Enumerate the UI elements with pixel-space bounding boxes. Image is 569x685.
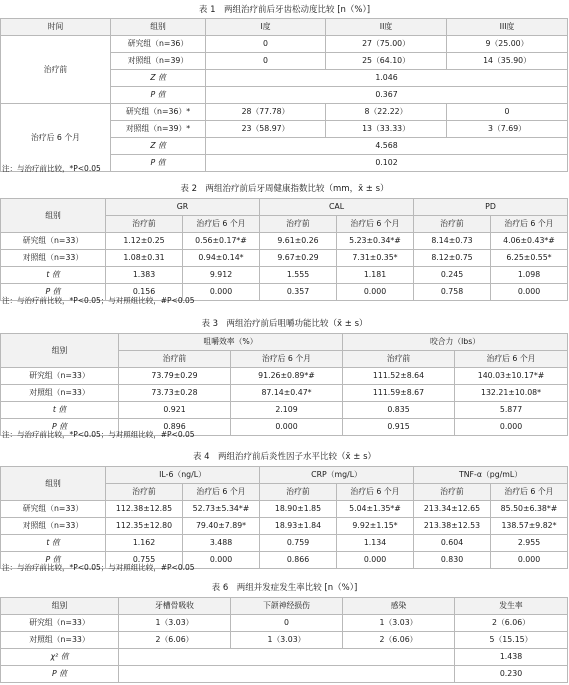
t3-cell: 2.109 [231,402,343,419]
t4-cell: 0.000 [183,552,260,569]
t1-stat-label: P 值 [111,87,206,104]
t4-cell: 0.000 [337,552,414,569]
table-row [1,104,568,121]
table1-note: 注：与治疗前比较，*P<0.05 [2,164,101,173]
t6-cell: 1（3.03） [119,615,231,632]
table3-note: 注：与治疗前比较，*P<0.05；与对照组比较，#P<0.05 [2,430,195,439]
table6-header-row [1,598,568,615]
t6-cell: 1（3.03） [231,632,343,649]
t6-cell: 2（6.06） [455,615,568,632]
t4-row-label: t 值 [1,535,106,552]
t2-row-label: t 值 [1,267,106,284]
t1-group: 对照组（n=39） [111,53,206,70]
t1-stat-value: 4.568 [206,138,568,155]
t2-row-label: 对照组（n=33） [1,250,106,267]
t2-cell: 8.14±0.73 [414,233,491,250]
t1-header-grade1: I度 [206,19,326,36]
t1-cell: 25（64.10） [326,53,447,70]
t4-cell: 2.955 [491,535,568,552]
t1-cell: 28（77.78） [206,104,326,121]
t6-row-label: χ² 值 [1,649,119,666]
t3-header-bite-force: 咬合力（lbs） [343,334,568,351]
t3-cell: 0.835 [343,402,455,419]
t4-cell: 0.866 [260,552,337,569]
table2 [0,198,568,301]
t6-header-nerve: 下颌神经损伤 [231,598,343,615]
t4-cell: 0.830 [414,552,491,569]
t1-cell: 23（58.97） [206,121,326,138]
t2-cell: 1.383 [106,267,183,284]
table-row [1,518,568,535]
t4-cell: 79.40±7.89* [183,518,260,535]
t6-empty [119,666,455,683]
t1-cell: 0 [447,104,568,121]
t1-cell: 8（22.22） [326,104,447,121]
table2-note: 注：与治疗前比较，*P<0.05；与对照组比较，#P<0.05 [2,296,195,305]
table-row [1,535,568,552]
t2-sub-before: 治疗前 [414,216,491,233]
t6-cell: 2（6.06） [343,632,455,649]
t3-cell: 91.26±0.89*# [231,368,343,385]
t1-group: 对照组（n=39）* [111,121,206,138]
table-row [1,368,568,385]
table-row [1,615,568,632]
table1-header-row [1,19,568,36]
t6-stat-value: 0.230 [455,666,568,683]
table1 [0,18,568,172]
t3-cell: 87.14±0.47* [231,385,343,402]
t2-row-label: P 值 [1,284,106,301]
t2-cell: 7.31±0.35* [337,250,414,267]
t6-cell: 2（6.06） [119,632,231,649]
t3-sub-after: 治疗后 6 个月 [231,351,343,368]
t2-header-group: 组别 [1,199,106,233]
t3-sub-before: 治疗前 [343,351,455,368]
t4-cell: 112.35±12.80 [106,518,183,535]
t6-cell: 5（15.15） [455,632,568,649]
t2-cell: 9.67±0.29 [260,250,337,267]
t4-cell: 0.604 [414,535,491,552]
t4-header-tnf: TNF-α（pg/mL） [414,467,568,484]
table6 [0,597,568,683]
t4-cell: 0.759 [260,535,337,552]
t4-sub-after: 治疗后 6 个月 [183,484,260,501]
t4-header-crp: CRP（mg/L） [260,467,414,484]
t4-cell: 85.50±6.38*# [491,501,568,518]
t6-row-label: 研究组（n=33） [1,615,119,632]
t2-cell: 1.555 [260,267,337,284]
t2-cell: 9.912 [183,267,260,284]
table-row [1,267,568,284]
t4-header-il6: IL-6（ng/L） [106,467,260,484]
t6-empty [119,649,455,666]
t4-cell: 3.488 [183,535,260,552]
table-row [1,250,568,267]
t4-cell: 213.34±12.65 [414,501,491,518]
t1-stat-value: 0.102 [206,155,568,172]
t4-cell: 5.04±1.35*# [337,501,414,518]
t1-stat-value: 0.367 [206,87,568,104]
t1-group: 研究组（n=36） [111,36,206,53]
t4-sub-before: 治疗前 [106,484,183,501]
t2-sub-after: 治疗后 6 个月 [183,216,260,233]
t3-sub-before: 治疗前 [119,351,231,368]
t1-cell: 3（7.69） [447,121,568,138]
table1-caption: 表 1 两组治疗前后牙齿松动度比较 [n（%）] [198,5,371,15]
t4-sub-after: 治疗后 6 个月 [337,484,414,501]
t6-header-bone: 牙槽骨吸收 [119,598,231,615]
t2-cell: 1.098 [491,267,568,284]
t3-cell: 111.52±8.64 [343,368,455,385]
t2-header-pd: PD [414,199,568,216]
t2-header-cal: CAL [260,199,414,216]
t4-sub-before: 治疗前 [414,484,491,501]
t4-cell: 213.38±12.53 [414,518,491,535]
t1-stat-label: Z 值 [111,138,206,155]
t4-cell: 1.162 [106,535,183,552]
t6-header-infection: 感染 [343,598,455,615]
t2-sub-before: 治疗前 [260,216,337,233]
table-row [1,666,568,683]
t3-cell: 111.59±8.67 [343,385,455,402]
t1-header-grade3: III度 [447,19,568,36]
t2-sub-before: 治疗前 [106,216,183,233]
t3-cell: 73.73±0.28 [119,385,231,402]
t4-cell: 0.000 [491,552,568,569]
t1-header-grade2: II度 [326,19,447,36]
t1-header-group: 组别 [111,19,206,36]
t2-cell: 0.245 [414,267,491,284]
t1-cell: 0 [206,53,326,70]
table-row [1,649,568,666]
t2-cell: 0.000 [183,284,260,301]
t1-time-before: 治疗前 [1,36,111,104]
table3-caption: 表 3 两组治疗前后咀嚼功能比较（x̄ ± s） [201,319,368,329]
t6-row-label: 对照组（n=33） [1,632,119,649]
table4-note: 注：与治疗前比较，*P<0.05；与对照组比较，#P<0.05 [2,563,195,572]
table-row [1,36,568,53]
t2-cell: 5.23±0.34*# [337,233,414,250]
t2-row-label: 研究组（n=33） [1,233,106,250]
t3-header-efficiency: 咀嚼效率（%） [119,334,343,351]
table4-header-row [1,467,568,484]
t4-row-label: 对照组（n=33） [1,518,106,535]
t1-group: 研究组（n=36）* [111,104,206,121]
t2-cell: 1.08±0.31 [106,250,183,267]
table-row [1,501,568,518]
t1-stat-label: P 值 [111,155,206,172]
t6-header-group: 组别 [1,598,119,615]
table-row [1,233,568,250]
t1-cell: 14（35.90） [447,53,568,70]
table-row [1,632,568,649]
t2-cell: 9.61±0.26 [260,233,337,250]
table4 [0,466,568,569]
t2-sub-after: 治疗后 6 个月 [337,216,414,233]
t3-row-label: t 值 [1,402,119,419]
t1-cell: 13（33.33） [326,121,447,138]
table3 [0,333,568,436]
table6-caption: 表 6 两组并发症发生率比较 [n（%）] [211,583,358,593]
t3-cell: 140.03±10.17*# [455,368,568,385]
t4-cell: 18.93±1.84 [260,518,337,535]
table-row [1,402,568,419]
t2-cell: 0.156 [106,284,183,301]
t4-row-label: 研究组（n=33） [1,501,106,518]
t2-cell: 0.000 [337,284,414,301]
t1-header-time: 时间 [1,19,111,36]
t4-cell: 138.57±9.82* [491,518,568,535]
t3-cell: 132.21±10.08* [455,385,568,402]
t6-cell: 1（3.03） [343,615,455,632]
table2-header-row [1,199,568,216]
t2-cell: 6.25±0.55* [491,250,568,267]
table4-caption: 表 4 两组治疗前后炎性因子水平比较（x̄ ± s） [192,452,377,462]
t1-cell: 0 [206,36,326,53]
t4-cell: 52.73±5.34*# [183,501,260,518]
t2-header-gr: GR [106,199,260,216]
t4-cell: 0.755 [106,552,183,569]
t2-cell: 0.000 [491,284,568,301]
t6-cell: 0 [231,615,343,632]
t1-stat-value: 1.046 [206,70,568,87]
t6-header-rate: 发生率 [455,598,568,615]
t4-cell: 1.134 [337,535,414,552]
t4-cell: 112.38±12.85 [106,501,183,518]
t3-cell: 0.000 [231,419,343,436]
t6-row-label: P 值 [1,666,119,683]
t1-time-after: 治疗后 6 个月 [1,104,111,172]
t2-cell: 1.12±0.25 [106,233,183,250]
t2-cell: 0.94±0.14* [183,250,260,267]
t3-cell: 5.877 [455,402,568,419]
table-row [1,385,568,402]
t2-cell: 0.56±0.17*# [183,233,260,250]
t1-stat-label: Z 值 [111,70,206,87]
t2-sub-after: 治疗后 6 个月 [491,216,568,233]
t3-cell: 0.896 [119,419,231,436]
t4-row-label: P 值 [1,552,106,569]
t6-stat-value: 1.438 [455,649,568,666]
table2-caption: 表 2 两组治疗前后牙周健康指数比较（mm，x̄ ± s） [180,184,389,194]
t2-cell: 0.357 [260,284,337,301]
t2-cell: 8.12±0.75 [414,250,491,267]
t3-row-label: 研究组（n=33） [1,368,119,385]
t3-cell: 0.921 [119,402,231,419]
t4-sub-before: 治疗前 [260,484,337,501]
t4-cell: 9.92±1.15* [337,518,414,535]
t4-header-group: 组别 [1,467,106,501]
t1-cell: 27（75.00） [326,36,447,53]
t3-cell: 0.915 [343,419,455,436]
t3-sub-after: 治疗后 6 个月 [455,351,568,368]
t3-row-label: 对照组（n=33） [1,385,119,402]
t4-sub-after: 治疗后 6 个月 [491,484,568,501]
t1-cell: 9（25.00） [447,36,568,53]
t3-row-label: P 值 [1,419,119,436]
t3-cell: 0.000 [455,419,568,436]
t3-header-group: 组别 [1,334,119,368]
t2-cell: 4.06±0.43*# [491,233,568,250]
t3-cell: 73.79±0.29 [119,368,231,385]
t4-cell: 18.90±1.85 [260,501,337,518]
t2-cell: 1.181 [337,267,414,284]
t2-cell: 0.758 [414,284,491,301]
table3-header-row [1,334,568,351]
